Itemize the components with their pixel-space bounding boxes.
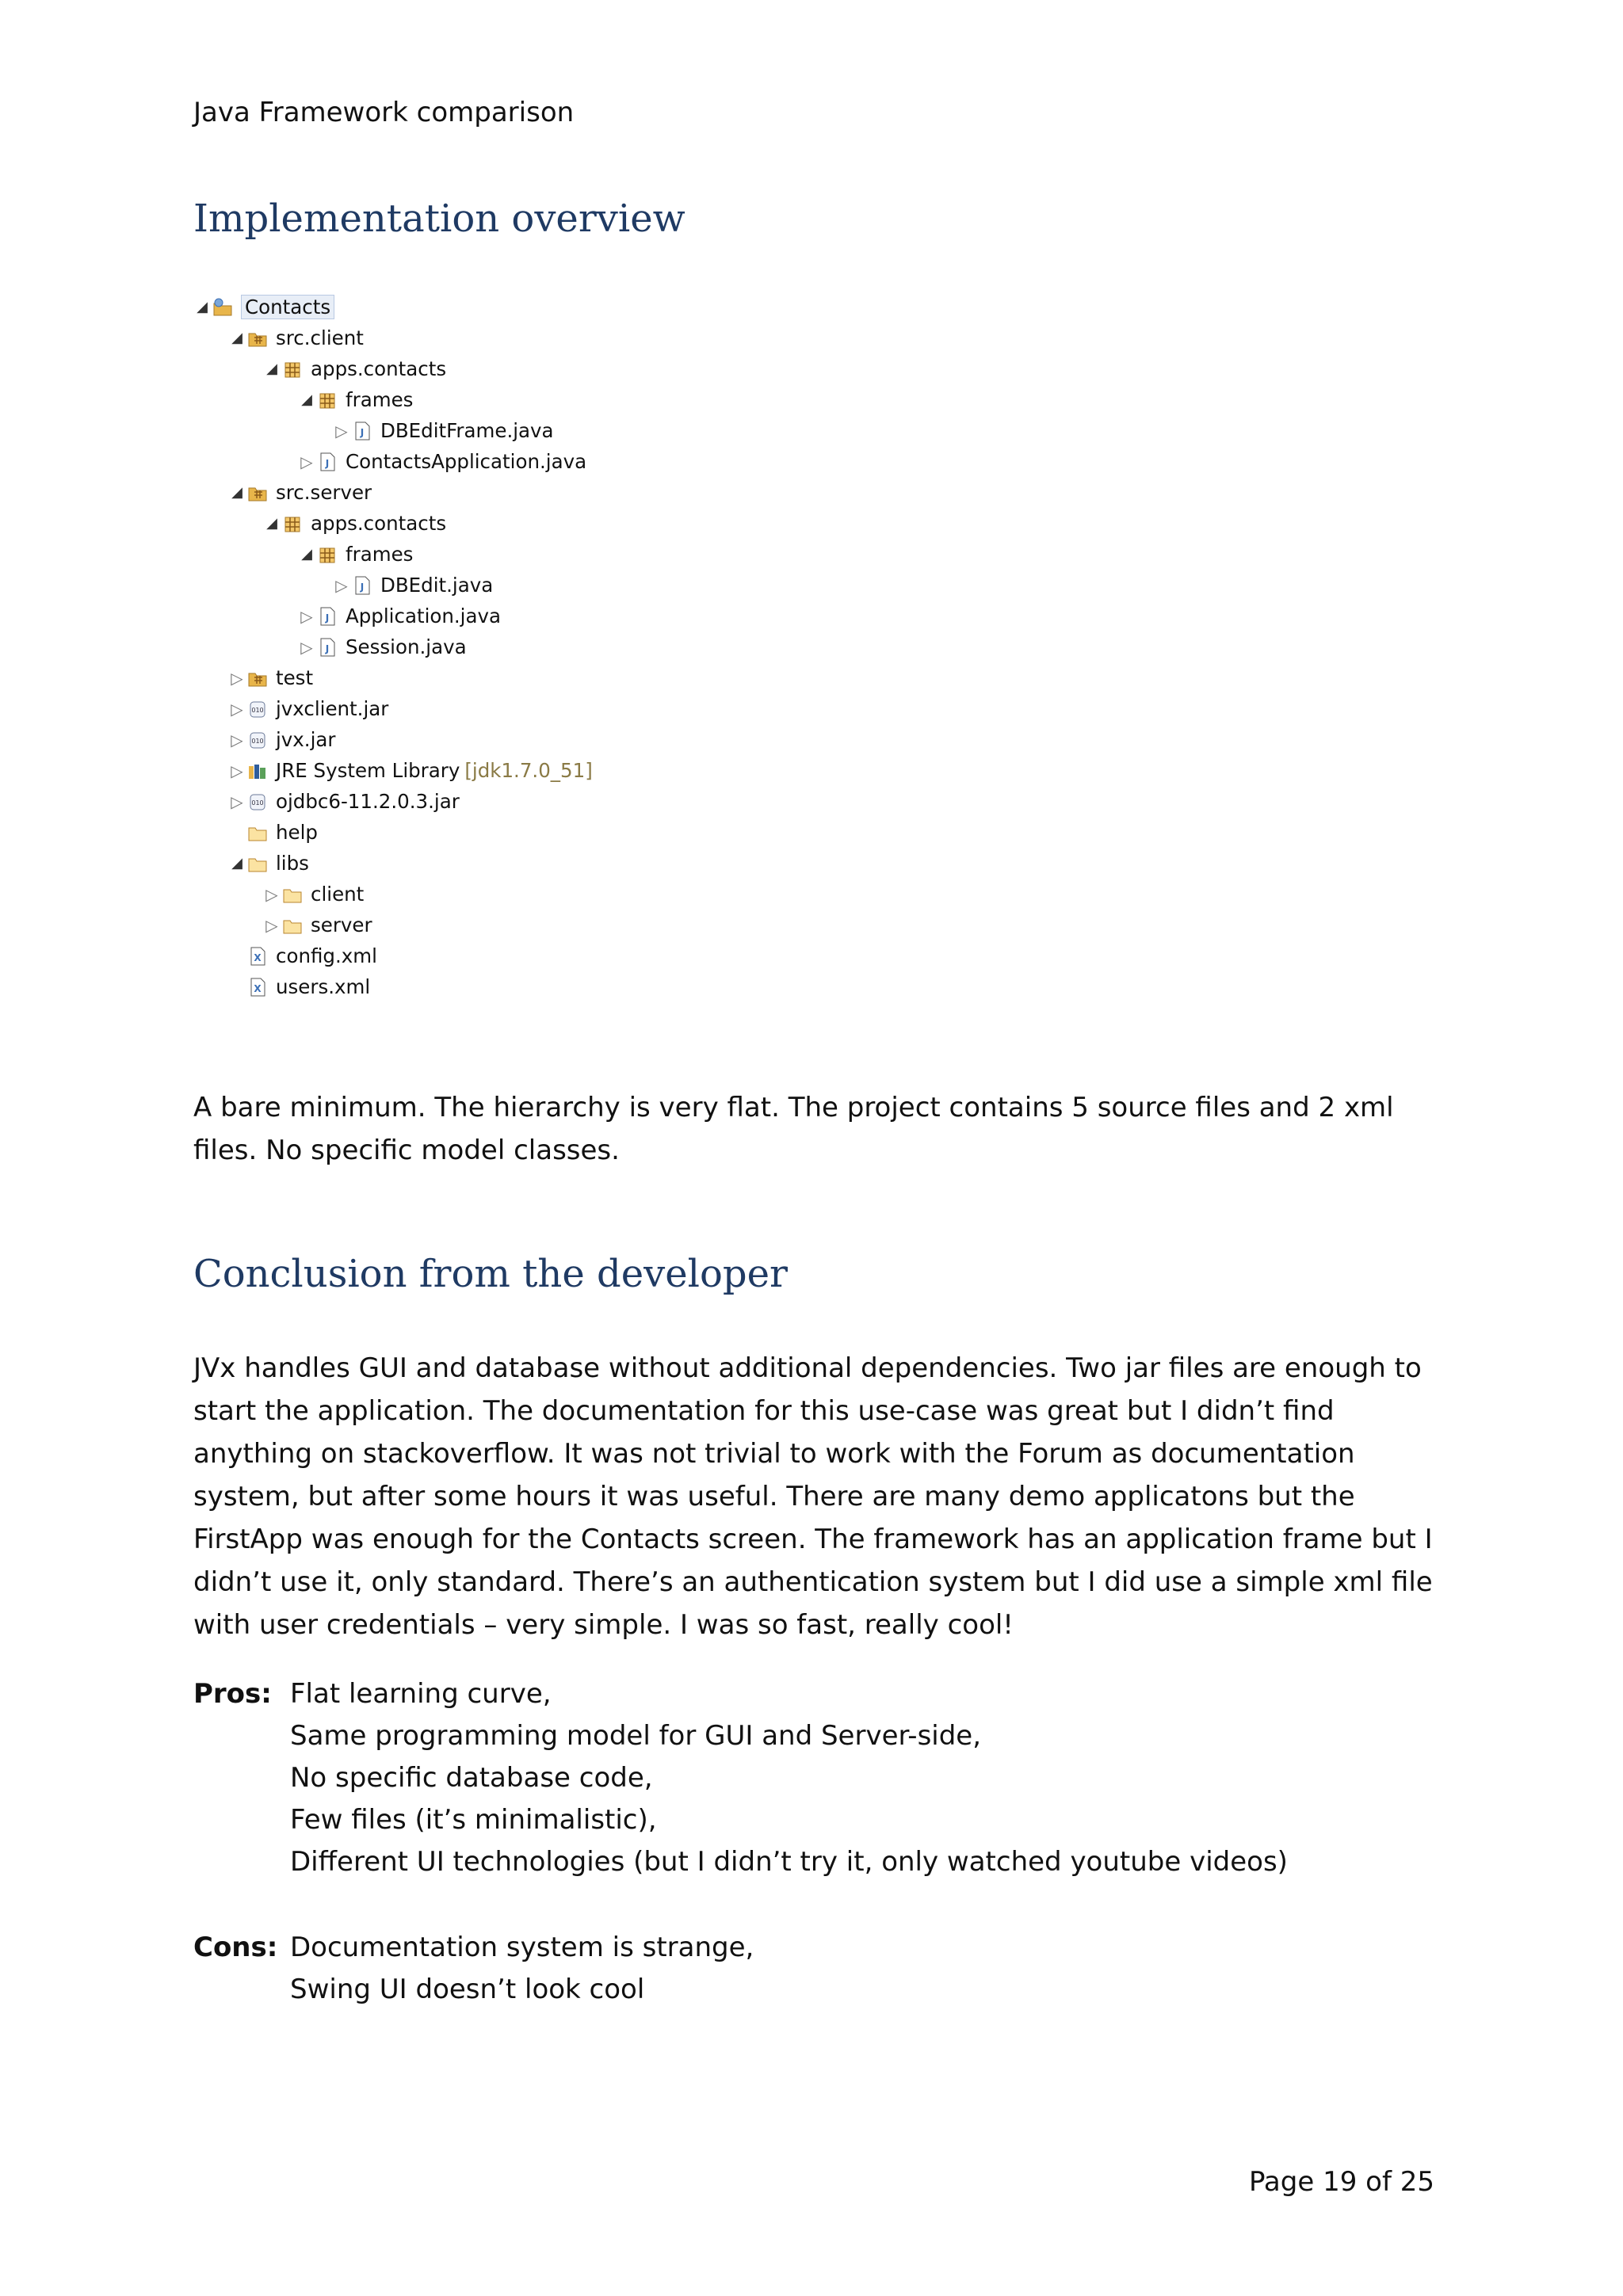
source-folder-icon (246, 326, 269, 350)
package-icon (315, 388, 339, 412)
tree-node-label: jvx.jar (276, 728, 336, 751)
tree-node[interactable] (228, 786, 460, 817)
tree-node-label: frames (346, 543, 414, 566)
tree-node-label: JRE System Library (276, 759, 460, 782)
tree-node-label: ContactsApplication.java (346, 450, 587, 473)
jar-icon (246, 790, 269, 814)
pros-item: Same programming model for GUI and Server-side, (290, 1720, 982, 1752)
jar-icon (246, 728, 269, 752)
svg-text:010: 010 (251, 737, 264, 745)
tree-node[interactable] (228, 662, 313, 693)
java-file-icon (350, 574, 374, 597)
pros-item: Few files (it’s minimalistic), (290, 1804, 657, 1836)
jar-icon (246, 697, 269, 721)
expanded-arrow-icon[interactable]: ◢ (266, 515, 277, 532)
tree-node[interactable] (228, 322, 364, 353)
tree-node-label: DBEdit.java (380, 574, 494, 597)
tree-node[interactable] (228, 693, 388, 724)
tree-node-label: src.client (276, 326, 364, 349)
tree-node-label: src.server (276, 481, 372, 504)
collapsed-arrow-icon[interactable]: ▷ (265, 915, 278, 935)
source-folder-icon (246, 481, 269, 505)
collapsed-arrow-icon[interactable]: ▷ (231, 699, 243, 719)
tree-node-label: Contacts (241, 295, 334, 319)
tree-node[interactable] (263, 910, 372, 940)
expanded-arrow-icon[interactable]: ◢ (231, 330, 242, 346)
tree-node-label: test (276, 666, 314, 689)
tree-node[interactable] (263, 353, 446, 384)
collapsed-arrow-icon[interactable]: ▷ (265, 884, 278, 904)
svg-text:J: J (325, 643, 330, 654)
pros-items (290, 1673, 1288, 1883)
tree-node[interactable] (263, 879, 364, 910)
tree-node[interactable] (228, 971, 370, 1002)
java-file-icon (350, 419, 374, 443)
tree-node-label: help (276, 821, 318, 844)
xml-file-icon (246, 975, 269, 999)
tree-node-label: server (311, 913, 372, 936)
source-folder-icon (246, 666, 269, 690)
conclusion-paragraph: JVx handles GUI and database without additional dependencies. Two jar files are enough to start the application. The documentation for this use-case was great but I didn’t find anything on stackoverflow. It was not trivial to work with the Forum as documentation system, but after some hours it was useful. There are many demo applicatons but the FirstApp was enough for the Contacts screen. The framework has an application frame but I didn’t use it, only standard. There’s an authentication system but I did use a simple xml file with user credentials – very simple. I was so fast, really cool! (193, 1352, 1433, 1641)
java-file-icon (315, 635, 339, 659)
project-icon (211, 296, 235, 319)
collapsed-arrow-icon[interactable]: ▷ (231, 730, 243, 749)
collapsed-arrow-icon[interactable]: ▷ (231, 668, 243, 688)
expanded-arrow-icon[interactable]: ◢ (301, 391, 312, 408)
xml-file-icon (246, 944, 269, 968)
collapsed-arrow-icon[interactable]: ▷ (231, 791, 243, 811)
tree-node[interactable] (228, 848, 309, 879)
tree-node[interactable] (298, 539, 413, 570)
cons-label: Cons: (193, 1932, 278, 1963)
tree-node[interactable] (298, 384, 413, 415)
tree-node[interactable] (333, 415, 554, 446)
svg-text:X: X (254, 982, 262, 994)
svg-text:X: X (254, 952, 262, 963)
java-file-icon (315, 605, 339, 628)
svg-text:J: J (325, 457, 330, 469)
tree-node[interactable] (228, 477, 372, 508)
folder-icon (281, 883, 304, 906)
section-heading-implementation: Implementation overview (193, 196, 685, 241)
expanded-arrow-icon[interactable]: ◢ (197, 299, 208, 315)
folder-icon (246, 852, 269, 875)
java-file-icon (315, 450, 339, 474)
tree-node-label: config.xml (276, 944, 377, 967)
tree-node-label: client (311, 883, 365, 906)
pros-label: Pros: (193, 1678, 272, 1710)
svg-text:010: 010 (251, 706, 264, 714)
tree-node[interactable] (298, 631, 467, 662)
tree-node-label: apps.contacts (311, 512, 447, 535)
pros-item: Different UI technologies (but I didn’t try it, only watched youtube videos) (290, 1846, 1288, 1878)
tree-node[interactable] (193, 292, 334, 322)
tree-node[interactable] (298, 446, 586, 477)
svg-text:010: 010 (251, 799, 264, 807)
svg-text:J: J (360, 426, 365, 438)
collapsed-arrow-icon[interactable]: ▷ (231, 761, 243, 780)
cons-items (290, 1927, 754, 2011)
tree-node-label: libs (276, 852, 309, 875)
tree-node[interactable] (263, 508, 446, 539)
section-heading-conclusion: Conclusion from the developer (193, 1252, 788, 1296)
folder-icon (246, 821, 269, 845)
package-icon (315, 543, 339, 566)
package-icon (281, 357, 304, 381)
tree-node[interactable] (333, 570, 493, 601)
collapsed-arrow-icon[interactable]: ▷ (300, 637, 313, 657)
implementation-paragraph: A bare minimum. The hierarchy is very flat. The project contains 5 source files and 2 xml files. No specific model classes. (193, 1092, 1394, 1166)
collapsed-arrow-icon[interactable]: ▷ (300, 606, 313, 626)
tree-node-label: jvxclient.jar (276, 697, 389, 720)
tree-node-label: Session.java (346, 635, 467, 658)
tree-node-label: apps.contacts (311, 357, 447, 380)
expanded-arrow-icon[interactable]: ◢ (266, 360, 277, 377)
tree-node[interactable] (298, 601, 501, 631)
folder-icon (281, 913, 304, 937)
library-icon (246, 759, 269, 783)
collapsed-arrow-icon[interactable]: ▷ (335, 421, 348, 441)
tree-node-label: DBEditFrame.java (380, 419, 554, 442)
svg-text:J: J (325, 612, 330, 624)
cons-item: Documentation system is strange, (290, 1932, 754, 1963)
tree-node[interactable] (228, 724, 336, 755)
tree-node-label: frames (346, 388, 414, 411)
tree-node-extra: [jdk1.7.0_51] (464, 759, 593, 782)
tree-node[interactable] (228, 940, 377, 971)
page-number: Page 19 of 25 (1248, 2166, 1434, 2198)
cons-item: Swing UI doesn’t look cool (290, 1974, 645, 2005)
svg-text:J: J (360, 581, 365, 593)
pros-item: Flat learning curve, (290, 1678, 552, 1710)
collapsed-arrow-icon[interactable]: ▷ (335, 575, 348, 595)
package-icon (281, 512, 304, 536)
collapsed-arrow-icon[interactable]: ▷ (300, 452, 313, 471)
expanded-arrow-icon[interactable]: ◢ (231, 484, 242, 501)
page-header-title: Java Framework comparison (193, 97, 575, 128)
expanded-arrow-icon[interactable]: ◢ (231, 855, 242, 871)
expanded-arrow-icon[interactable]: ◢ (301, 546, 312, 563)
tree-node-label: Application.java (346, 605, 502, 627)
tree-node-label: ojdbc6-11.2.0.3.jar (276, 790, 460, 813)
tree-node[interactable] (228, 817, 318, 848)
tree-node-label: users.xml (276, 975, 371, 998)
tree-node[interactable] (228, 755, 593, 786)
pros-item: No specific database code, (290, 1762, 653, 1794)
